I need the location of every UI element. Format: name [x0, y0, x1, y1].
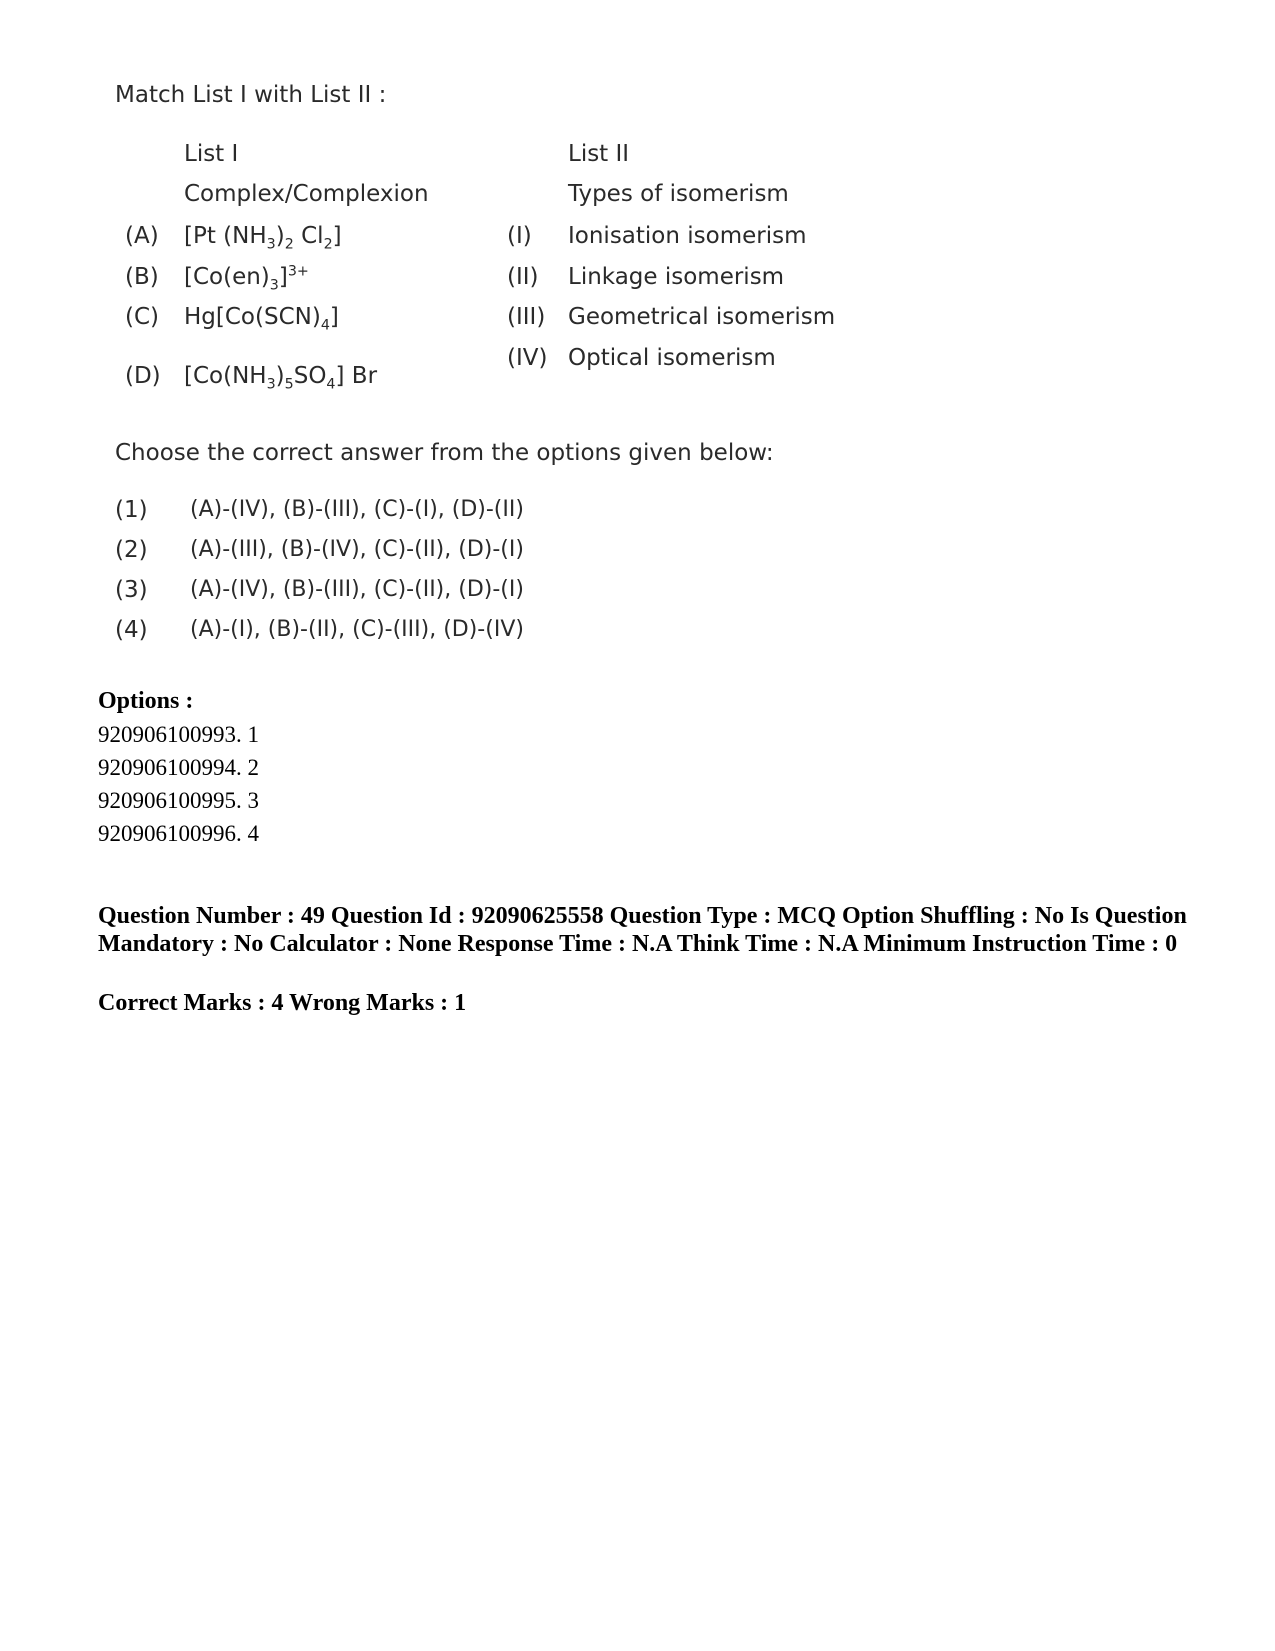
list1-label-d: (D): [125, 363, 161, 389]
list2-item-iii: Geometrical isomerism: [568, 304, 836, 330]
list1-item-c: $Hg[Co(SCN)_4]$: [184, 304, 339, 334]
answer-text-1: (A)-(IV), (B)-(III), (C)-(I), (D)-(II): [190, 497, 524, 522]
options-heading: Options :: [98, 688, 194, 714]
list2-item-i: Ionisation isomerism: [568, 223, 807, 249]
choose-instruction: Choose the correct answer from the options given below:: [115, 440, 774, 466]
option-item-2: 920906100994. 2: [98, 755, 259, 780]
answer-num-2: (2): [115, 537, 148, 563]
answer-text-2: (A)-(III), (B)-(IV), (C)-(II), (D)-(I): [190, 537, 524, 562]
list1-item-a: [Pt $(NH_3)_2$ $Cl_2$]: [184, 223, 342, 253]
list2-item-ii: Linkage isomerism: [568, 264, 785, 290]
option-item-4: 920906100996. 4: [98, 821, 259, 846]
list1-subtitle: Complex/Complexion: [184, 181, 429, 207]
list2-label-iii: (III): [507, 304, 546, 330]
option-item-1: 920906100993. 1: [98, 722, 259, 747]
list1-label-b: (B): [125, 264, 159, 290]
question-meta: Question Number : 49 Question Id : 92090625558 Question Type : MCQ Option Shuffling : No Is Question Mandatory : No Calculator : None Response Time : N.A Think Time : N.A Minimum Instruction Time : 0: [98, 903, 1187, 957]
answer-text-4: (A)-(I), (B)-(II), (C)-(III), (D)-(IV): [190, 617, 524, 642]
answer-num-4: (4): [115, 617, 148, 643]
list2-label-i: (I): [507, 223, 532, 249]
question-prompt: Match List I with List II :: [115, 82, 387, 108]
list1-label-c: (C): [125, 304, 160, 330]
question-image: [0, 0, 1275, 660]
answer-num-1: (1): [115, 497, 148, 523]
list2-item-iv: Optical isomerism: [568, 345, 776, 371]
answer-num-3: (3): [115, 577, 148, 603]
option-item-3: 920906100995. 3: [98, 788, 259, 813]
list1-item-d: $[Co(NH_3)_5SO_4]$ Br: [184, 363, 378, 393]
list1-title: List I: [184, 141, 239, 167]
question-marks: Correct Marks : 4 Wrong Marks : 1: [98, 990, 467, 1016]
list2-label-iv: (IV): [507, 345, 548, 371]
list2-label-ii: (II): [507, 264, 539, 290]
list1-item-b: $[Co(en)_3]^{3+}$: [184, 263, 309, 294]
answer-text-3: (A)-(IV), (B)-(III), (C)-(II), (D)-(I): [190, 577, 524, 602]
list1-label-a: (A): [125, 223, 159, 249]
list2-subtitle: Types of isomerism: [568, 181, 789, 207]
list2-title: List II: [568, 141, 630, 167]
